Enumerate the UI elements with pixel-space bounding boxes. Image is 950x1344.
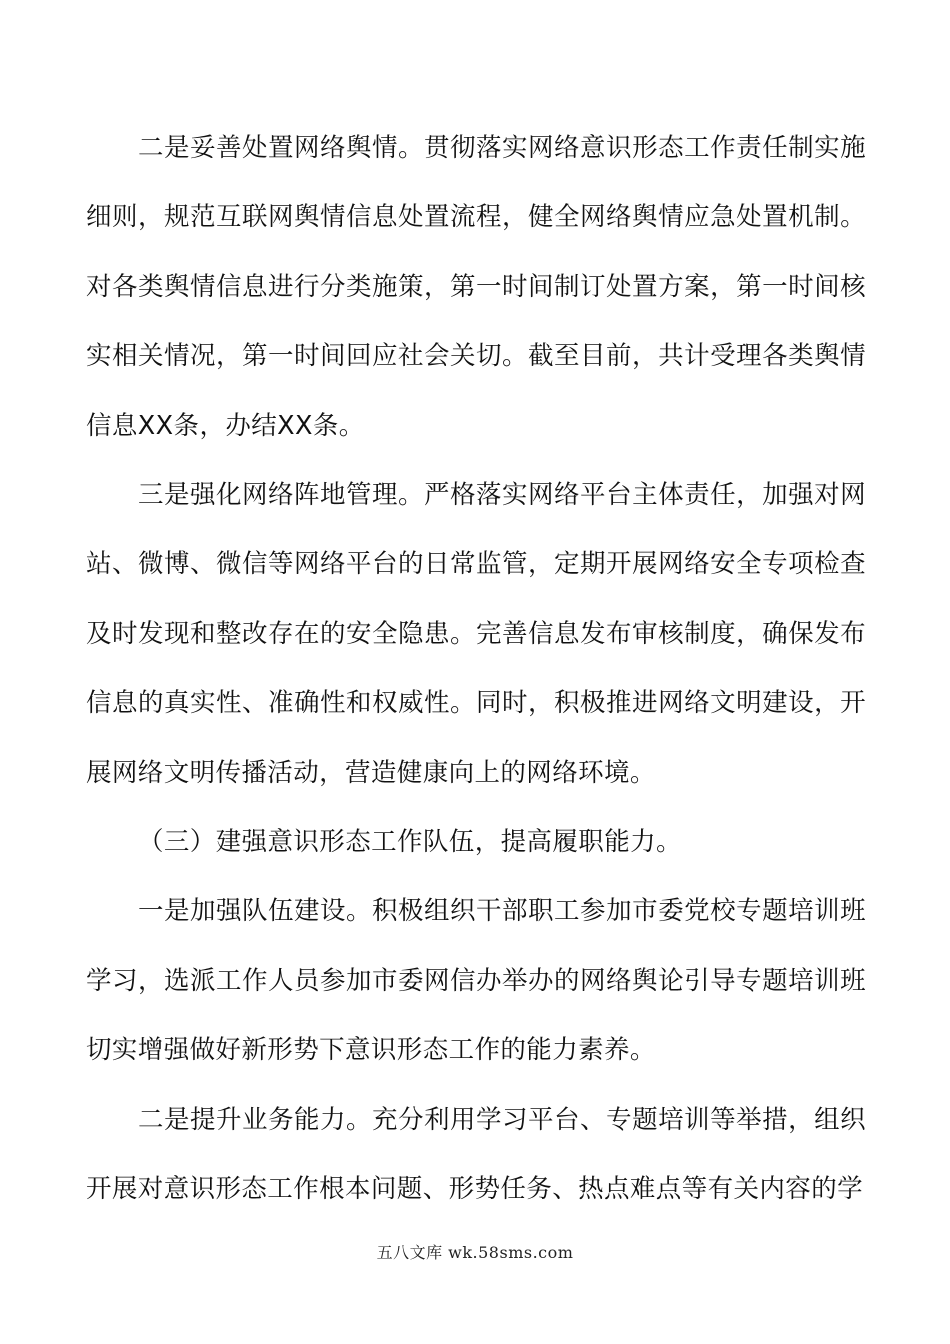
document-body [86,114,866,1225]
section-heading-team: （三）建强意识形态工作队伍，提高履职能力。 [138,827,682,858]
paragraph-business-ability: 二是提升业务能力。充分利用学习平台、专题培训等举措，组织开展对意识形态工作根本问题、形势任务、热点难点等有关内容的学 [86,1104,866,1205]
paragraph-online-opinion: 二是妥善处置网络舆情。贯彻落实网络意识形态工作责任制实施细则，规范互联网舆情信息处置流程，健全网络舆情应急处置机制。对各类舆情信息进行分类施策，第一时间制订处置方案，第一时间核实相关情况，第一时间回应社会关切。截至目前，共计受理各类舆情信息XX条，办结XX条。 [86,133,866,441]
paragraph-team-building: 一是加强队伍建设。积极组织干部职工参加市委党校专题培训班学习，选派工作人员参加市委网信办举办的网络舆论引导专题培训班切实增强做好新形势下意识形态工作的能力素养。 [86,896,866,1066]
footer-watermark: 五八文库 wk.58sms.com [376,1243,574,1262]
paragraph-network-platform: 三是强化网络阵地管理。严格落实网络平台主体责任，加强对网站、微博、微信等网络平台的日常监管，定期开展网络安全专项检查及时发现和整改存在的安全隐患。完善信息发布审核制度，确保发布信息的真实性、准确性和权威性。同时，积极推进网络文明建设，开展网络文明传播活动，营造健康向上的网络环境。 [86,480,866,788]
